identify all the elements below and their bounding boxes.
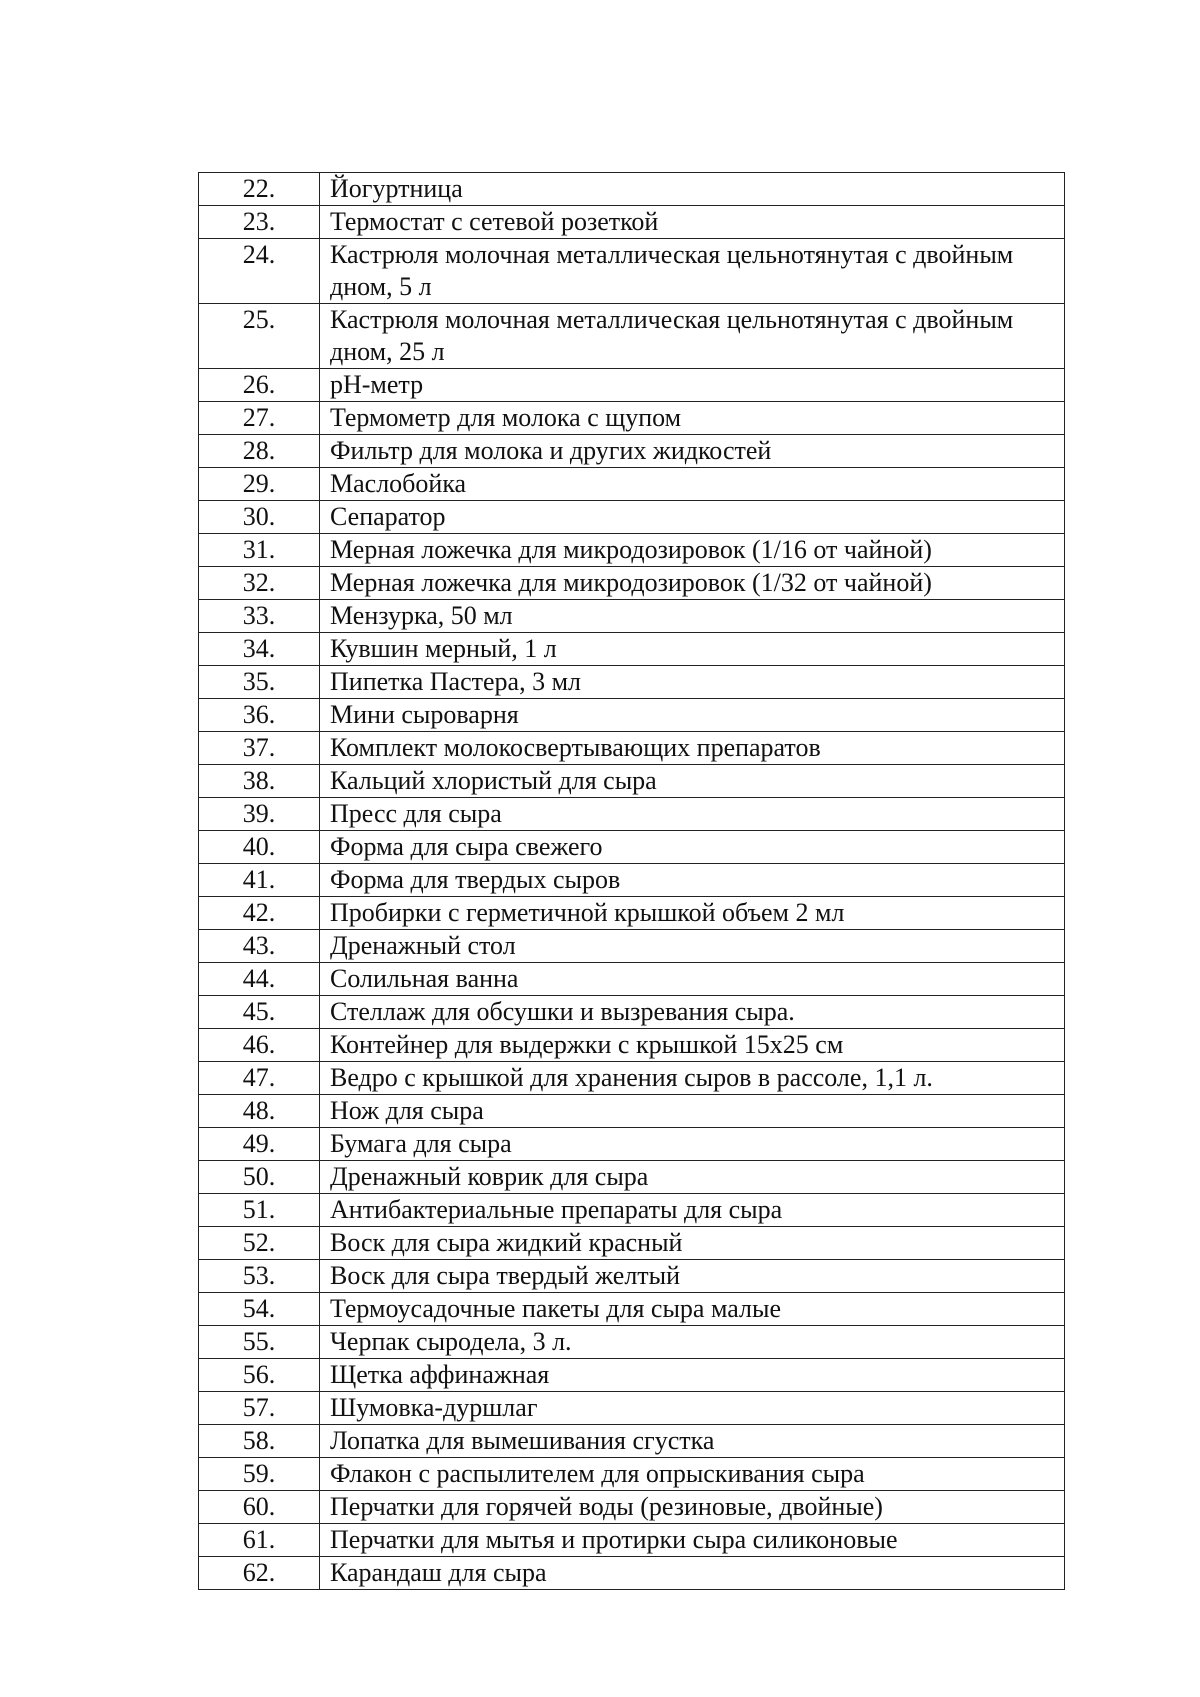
table-row — [199, 864, 1065, 897]
item-name: Кастрюля молочная металлическая цельнотянутая с двойным дном, 5 л — [320, 239, 1065, 304]
row-number: 56. — [199, 1359, 320, 1392]
row-number: 42. — [199, 897, 320, 930]
table-row — [199, 1425, 1065, 1458]
item-name: Черпак сыродела, 3 л. — [320, 1326, 1065, 1359]
table-row — [199, 1128, 1065, 1161]
row-number: 34. — [199, 633, 320, 666]
item-name: Мерная ложечка для микродозировок (1/32 от чайной) — [320, 567, 1065, 600]
row-number: 32. — [199, 567, 320, 600]
item-name: Контейнер для выдержки с крышкой 15х25 см — [320, 1029, 1065, 1062]
table-row — [199, 963, 1065, 996]
item-name: Термостат с сетевой розеткой — [320, 206, 1065, 239]
table-row — [199, 1062, 1065, 1095]
item-name: Щетка аффинажная — [320, 1359, 1065, 1392]
table-row — [199, 732, 1065, 765]
table-row — [199, 1491, 1065, 1524]
row-number: 61. — [199, 1524, 320, 1557]
row-number: 58. — [199, 1425, 320, 1458]
item-name: Шумовка-дуршлаг — [320, 1392, 1065, 1425]
row-number: 41. — [199, 864, 320, 897]
table-row — [199, 1524, 1065, 1557]
table-row — [199, 798, 1065, 831]
table-row — [199, 831, 1065, 864]
table-row — [199, 1161, 1065, 1194]
table-row — [199, 600, 1065, 633]
row-number: 39. — [199, 798, 320, 831]
row-number: 23. — [199, 206, 320, 239]
item-name: Форма для твердых сыров — [320, 864, 1065, 897]
table-row — [199, 699, 1065, 732]
row-number: 36. — [199, 699, 320, 732]
item-name: Йогуртница — [320, 173, 1065, 206]
row-number: 53. — [199, 1260, 320, 1293]
table-row — [199, 501, 1065, 534]
item-name: Пробирки с герметичной крышкой объем 2 мл — [320, 897, 1065, 930]
table-row — [199, 468, 1065, 501]
item-name: Ведро с крышкой для хранения сыров в рассоле, 1,1 л. — [320, 1062, 1065, 1095]
table-row — [199, 1227, 1065, 1260]
row-number: 24. — [199, 239, 320, 304]
row-number: 60. — [199, 1491, 320, 1524]
row-number: 26. — [199, 369, 320, 402]
item-name: Мензурка, 50 мл — [320, 600, 1065, 633]
item-name: Воск для сыра жидкий красный — [320, 1227, 1065, 1260]
item-name: Стеллаж для обсушки и вызревания сыра. — [320, 996, 1065, 1029]
row-number: 55. — [199, 1326, 320, 1359]
item-name: Дренажный коврик для сыра — [320, 1161, 1065, 1194]
item-name: Фильтр для молока и других жидкостей — [320, 435, 1065, 468]
table-row — [199, 1326, 1065, 1359]
row-number: 51. — [199, 1194, 320, 1227]
item-name: pH-метр — [320, 369, 1065, 402]
item-name: Маслобойка — [320, 468, 1065, 501]
row-number: 28. — [199, 435, 320, 468]
item-name: Форма для сыра свежего — [320, 831, 1065, 864]
item-name: Карандаш для сыра — [320, 1557, 1065, 1590]
row-number: 29. — [199, 468, 320, 501]
table-row — [199, 1392, 1065, 1425]
item-name: Солильная ванна — [320, 963, 1065, 996]
table-row — [199, 1557, 1065, 1590]
row-number: 44. — [199, 963, 320, 996]
item-name: Кальций хлористый для сыра — [320, 765, 1065, 798]
table-row — [199, 930, 1065, 963]
table-row — [199, 897, 1065, 930]
table-row — [199, 567, 1065, 600]
item-name: Сепаратор — [320, 501, 1065, 534]
table-row — [199, 633, 1065, 666]
row-number: 46. — [199, 1029, 320, 1062]
row-number: 57. — [199, 1392, 320, 1425]
item-name: Термоусадочные пакеты для сыра малые — [320, 1293, 1065, 1326]
item-name: Лопатка для вымешивания сгустка — [320, 1425, 1065, 1458]
item-name: Перчатки для горячей воды (резиновые, двойные) — [320, 1491, 1065, 1524]
table-row — [199, 435, 1065, 468]
table-row — [199, 996, 1065, 1029]
row-number: 49. — [199, 1128, 320, 1161]
row-number: 48. — [199, 1095, 320, 1128]
item-name: Пресс для сыра — [320, 798, 1065, 831]
row-number: 31. — [199, 534, 320, 567]
row-number: 47. — [199, 1062, 320, 1095]
row-number: 25. — [199, 304, 320, 369]
item-name: Мини сыроварня — [320, 699, 1065, 732]
table-row — [199, 1095, 1065, 1128]
table-row — [199, 239, 1065, 304]
item-name: Комплект молокосвертывающих препаратов — [320, 732, 1065, 765]
table-row — [199, 369, 1065, 402]
item-name: Антибактериальные препараты для сыра — [320, 1194, 1065, 1227]
row-number: 37. — [199, 732, 320, 765]
table-row — [199, 304, 1065, 369]
row-number: 30. — [199, 501, 320, 534]
row-number: 54. — [199, 1293, 320, 1326]
table-row — [199, 173, 1065, 206]
table-row — [199, 1260, 1065, 1293]
row-number: 52. — [199, 1227, 320, 1260]
item-name: Флакон с распылителем для опрыскивания сыра — [320, 1458, 1065, 1491]
row-number: 45. — [199, 996, 320, 1029]
row-number: 35. — [199, 666, 320, 699]
equipment-table-body — [199, 173, 1065, 1590]
row-number: 40. — [199, 831, 320, 864]
equipment-table — [198, 172, 1065, 1590]
row-number: 59. — [199, 1458, 320, 1491]
item-name: Нож для сыра — [320, 1095, 1065, 1128]
table-row — [199, 1194, 1065, 1227]
row-number: 33. — [199, 600, 320, 633]
item-name: Пипетка Пастера, 3 мл — [320, 666, 1065, 699]
item-name: Кувшин мерный, 1 л — [320, 633, 1065, 666]
row-number: 62. — [199, 1557, 320, 1590]
item-name: Перчатки для мытья и протирки сыра силиконовые — [320, 1524, 1065, 1557]
table-row — [199, 1458, 1065, 1491]
item-name: Термометр для молока с щупом — [320, 402, 1065, 435]
item-name: Дренажный стол — [320, 930, 1065, 963]
item-name: Воск для сыра твердый желтый — [320, 1260, 1065, 1293]
row-number: 27. — [199, 402, 320, 435]
table-row — [199, 534, 1065, 567]
table-row — [199, 1359, 1065, 1392]
item-name: Бумага для сыра — [320, 1128, 1065, 1161]
row-number: 38. — [199, 765, 320, 798]
table-row — [199, 765, 1065, 798]
row-number: 22. — [199, 173, 320, 206]
item-name: Мерная ложечка для микродозировок (1/16 от чайной) — [320, 534, 1065, 567]
row-number: 43. — [199, 930, 320, 963]
table-row — [199, 1029, 1065, 1062]
item-name: Кастрюля молочная металлическая цельнотянутая с двойным дном, 25 л — [320, 304, 1065, 369]
table-row — [199, 402, 1065, 435]
table-row — [199, 666, 1065, 699]
row-number: 50. — [199, 1161, 320, 1194]
table-row — [199, 1293, 1065, 1326]
table-row — [199, 206, 1065, 239]
